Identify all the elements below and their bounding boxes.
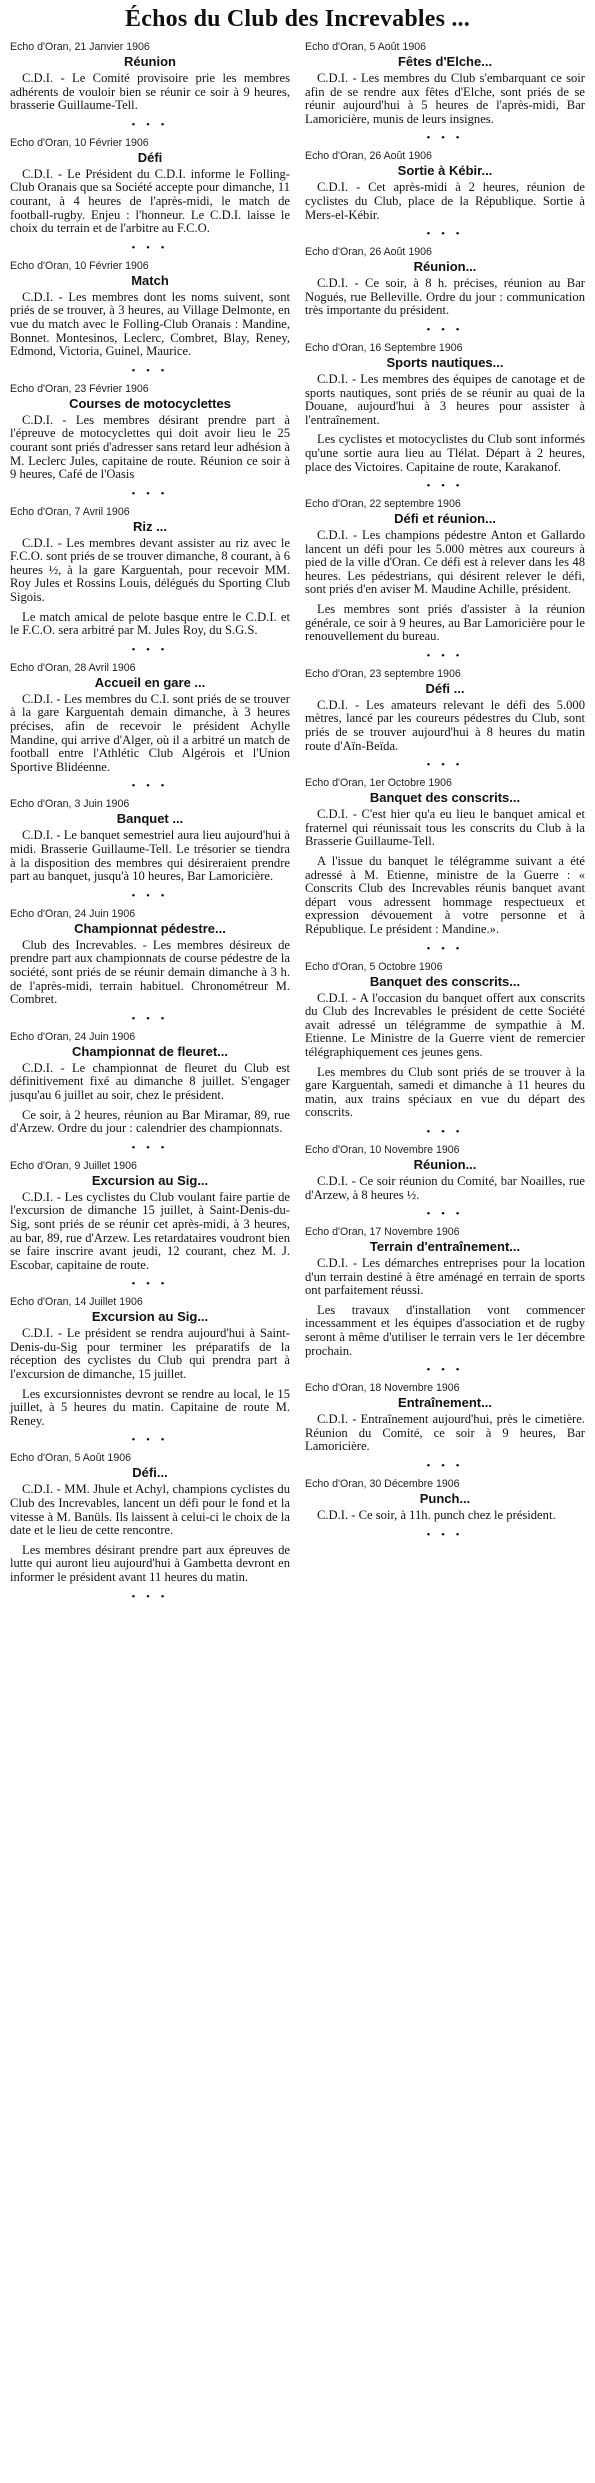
article-paragraph: C.D.I. - Cet après-midi à 2 heures, réunion de cyclistes du Club, place de la République. Sortie à Mers-el-Kébir.: [305, 180, 585, 222]
article-source: Echo d'Oran, 17 Novembre 1906: [305, 1226, 460, 1239]
article-heading: Sortie à Kébir...: [397, 163, 493, 179]
article-source: Echo d'Oran, 3 Juin 1906: [10, 798, 130, 811]
separator-stars: • • •: [426, 228, 464, 241]
article-source: Echo d'Oran, 10 Novembre 1906: [305, 1143, 460, 1156]
article-paragraph: Les cyclistes et motocyclistes du Club sont informés qu'une sortie aura lieu au Tlélat. Départ à 2 heures, place des Victoires. Capitaine de route, Karakanof.: [305, 432, 585, 474]
article-heading: Défi et réunion...: [394, 511, 496, 527]
article: [305, 1226, 585, 1376]
left-column: [10, 41, 290, 1609]
article-paragraph: C.D.I. - Le Président du C.D.I. informe le Folling-Club Oranais que sa Société accepte pour dimanche, 11 courant, à 4 heures de l'après-midi, le match de football-rugby. Enjeu : l'honneur. Le C.D.I. laisse le choix du terrain et de l'arbitre au F.C.O.: [10, 166, 290, 236]
article-heading: Réunion: [124, 54, 176, 69]
article: [305, 246, 585, 336]
article-paragraph: C.D.I. - Le banquet semestriel aura lieu aujourd'hui à midi. Brasserie Guillaume-Tell. Le trésorier se tiendra à la disposition des membres qui désireraient prendre part au banquet, jusqu'à 10 heures, Bar Lamoricière.: [10, 828, 290, 884]
article-paragraph: Le match amical de pelote basque entre le C.D.I. et le F.C.O. sera arbitré par M. Jules Roy, du S.G.S.: [10, 609, 290, 638]
article-heading: Réunion...: [413, 259, 477, 275]
article: [10, 1296, 290, 1446]
article: [10, 383, 290, 500]
article: [10, 662, 290, 793]
article-source: Echo d'Oran, 26 Août 1906: [305, 150, 432, 163]
separator-stars: • • •: [131, 1141, 169, 1154]
article-source: Echo d'Oran, 5 Août 1906: [305, 41, 426, 53]
separator-stars: • • •: [426, 1528, 464, 1541]
article-paragraph: C.D.I. - Les cyclistes du Club voulant faire partie de l'excursion de dimanche 15 juillet, à Saint-Denis-du-Sig, sont priés de se réunir cet après-midi, à 3 heures, au bar, 89, rue d'Arzew. Les retardataires voudront bien se faire inscrire avant jeudi, 12 courant, chez M. J. Escobar, capitaine de route.: [10, 1189, 290, 1272]
article-source: Echo d'Oran, 24 Juin 1906: [10, 907, 136, 920]
separator-stars: • • •: [131, 241, 169, 254]
article: [305, 498, 585, 662]
article-heading: Excursion au Sig...: [91, 1172, 209, 1188]
article-source: Echo d'Oran, 22 septembre 1906: [305, 498, 461, 511]
article-paragraph: A l'issue du banquet le télégramme suivant a été adressé à M. Etienne, ministre de la Guerre : « Conscrits Club des Increvables réunis banquet avant départ vous adressent hommage respectueux et expression dévouement à votre personne et à République. Le président : Mandine.».: [305, 854, 585, 936]
article-source: Echo d'Oran, 24 Juin 1906: [10, 1030, 136, 1043]
article-paragraph: C.D.I. - Les membres des équipes de canotage et de sports nautiques, sont priés de se réunir au quai de la Douane, aujourd'hui à 3 heures pour assister à l'entraînement.: [305, 371, 585, 427]
article-heading: Riz ...: [133, 518, 167, 534]
article: [305, 150, 585, 240]
article-paragraph: C.D.I. - A l'occasion du banquet offert aux conscrits du Club des Increvables le président de cette Société avait adressé un télégramme de sympathie à M. Etienne. Le Ministre de la Guerre vient de remercier télégraphiquement ces jeunes gens.: [305, 990, 585, 1059]
article-paragraph: C.D.I. - Les membres désirant prendre part à l'épreuve de motocyclettes qui doit avoir lieu le 25 courant sont priés d'adresser sans retard leur adhésion à M. Leclerc Jules, capitaine de route. Réunion ce soir à 9 heures, Café de l'Oasis: [10, 412, 290, 482]
separator-stars: • • •: [131, 1012, 169, 1025]
article-source: Echo d'Oran, 16 Septembre 1906: [305, 341, 463, 354]
separator-stars: • • •: [131, 1434, 169, 1447]
article-source: Echo d'Oran, 21 Janvier 1906: [10, 41, 150, 53]
separator-stars: • • •: [131, 889, 169, 902]
separator-stars: • • •: [131, 1590, 169, 1603]
article: [10, 1452, 290, 1602]
separator-stars: • • •: [426, 759, 464, 772]
article-source: Echo d'Oran, 5 Août 1906: [10, 1452, 131, 1465]
separator-stars: • • •: [131, 487, 169, 500]
article-heading: Défi: [137, 149, 163, 165]
article-heading: Défi ...: [425, 680, 465, 696]
article-paragraph: C.D.I. - Ce soir, à 8 h. précises, réunion au Bar Nogués, rue Belleville. Ordre du jour : communication très importante du président.: [305, 276, 585, 318]
article: [10, 908, 290, 1025]
article-heading: Terrain d'entraînement...: [369, 1239, 521, 1255]
article-paragraph: C.D.I. - Les membres du C.I. sont priés de se trouver à la gare Karguentah demain dimanche, à 3 heures précises, afin de recevoir le président Achylle Mandine, qui arrive d'Alger, où il a arbitré un match de football entre l'Athlétic Club Algérois et l'Union Sportive Blidéenne.: [10, 691, 290, 774]
separator-stars: • • •: [426, 323, 464, 336]
article-heading: Sports nautiques...: [386, 354, 504, 370]
article-paragraph: Les membres sont priés d'assister à la réunion générale, ce soir à 9 heures, au Bar Lamoricière pour le renouvellement du bureau.: [305, 602, 585, 644]
article: [305, 1478, 585, 1541]
article-source: Echo d'Oran, 18 Novembre 1906: [305, 1382, 460, 1395]
article-source: Echo d'Oran, 10 Février 1906: [10, 259, 149, 272]
article: [10, 506, 290, 656]
article-heading: Championnat pédestre...: [74, 920, 226, 936]
separator-stars: • • •: [426, 1460, 464, 1473]
article-paragraph: Les excursionnistes devront se rendre au local, le 15 juillet, à 5 heures du matin. Capitaine de route M. Reney.: [10, 1386, 290, 1428]
article: [305, 668, 585, 771]
article-heading: Excursion au Sig...: [91, 1309, 209, 1325]
separator-stars: • • •: [426, 942, 464, 955]
article-heading: Match: [131, 272, 169, 288]
article-source: Echo d'Oran, 9 Juillet 1906: [10, 1159, 137, 1172]
article-paragraph: C.D.I. - C'est hier qu'a eu lieu le banquet amical et fraternel qui réunissait tous les conscrits du Club à la Brasserie Guillaume-Tell.: [305, 807, 585, 849]
article-source: Echo d'Oran, 23 Février 1906: [10, 382, 149, 395]
article-paragraph: C.D.I. - Le Comité provisoire prie les membres adhérents de vouloir bien se réunir ce soir à 9 heures, brasserie Guillaume-Tell.: [10, 71, 290, 113]
separator-stars: • • •: [131, 643, 169, 656]
article: [10, 1160, 290, 1291]
article-heading: Championnat de fleuret...: [71, 1043, 228, 1059]
article-heading: Banquet des conscrits...: [369, 790, 521, 806]
article-paragraph: C.D.I. - Les membres devant assister au riz avec le F.C.O. sont priés de se trouver dimanche, 8 courant, à 6 heures ½, à la gare Karguentah, pour recevoir MM. Roy Jules et Rossins Louis, délégués du Sporting Club Sigois.: [10, 535, 290, 605]
separator-stars: • • •: [131, 1278, 169, 1291]
article: [10, 137, 290, 254]
article: [10, 41, 290, 131]
article-source: Echo d'Oran, 7 Avril 1906: [10, 505, 130, 518]
article-paragraph: Les travaux d'installation vont commencer incessamment et les équipes d'association et de rugby seront à même d'utiliser le terrain vers le 1er décembre prochain.: [305, 1302, 585, 1358]
separator-stars: • • •: [426, 649, 464, 662]
article-paragraph: Club des Increvables. - Les membres désireux de prendre part aux championnats de course pédestre de la société, sont priés de se réunir demain dimanche à 3 h. de l'après-midi, terrain habituel. Chronométreur M. Combret.: [10, 937, 290, 1007]
article-source: Echo d'Oran, 30 Décembre 1906: [305, 1478, 460, 1491]
columns: [10, 41, 585, 1609]
article: [10, 260, 290, 377]
article: [305, 1144, 585, 1220]
article-source: Echo d'Oran, 1er Octobre 1906: [305, 777, 452, 790]
page-title: Échos du Club des Increvables ...: [125, 6, 470, 32]
article-paragraph: C.D.I. - Les démarches entreprises pour la location d'un terrain destiné à être aménagé en terrain de sports ont parfaitement réussi.: [305, 1256, 585, 1298]
article-heading: Entraînement...: [398, 1395, 492, 1411]
article-source: Echo d'Oran, 14 Juillet 1906: [10, 1296, 143, 1309]
right-column: [305, 41, 585, 1609]
separator-stars: • • •: [426, 132, 464, 145]
article-paragraph: C.D.I. - Les membres du Club s'embarquant ce soir afin de se rendre aux fêtes d'Elche, sont priés de se réunir aujourd'hui à 5 heures de l'après-midi, Bar Lamoricière, munis de leurs insignes.: [305, 71, 585, 126]
article-paragraph: C.D.I. - Les amateurs relevant le défi des 5.000 mètres, lancé par les coureurs pédestres du Club, sont priés de se trouver aujourd'hui à 8 heures du matin route d'Aïn-Beïda.: [305, 697, 585, 753]
separator-stars: • • •: [426, 480, 464, 493]
separator-stars: • • •: [426, 1125, 464, 1138]
separator-stars: • • •: [131, 118, 169, 131]
article-heading: Défi...: [132, 1465, 168, 1481]
article-source: Echo d'Oran, 10 Février 1906: [10, 136, 149, 149]
article: [10, 798, 290, 901]
article-source: Echo d'Oran, 26 Août 1906: [305, 246, 432, 259]
article-source: Echo d'Oran, 23 septembre 1906: [305, 667, 461, 680]
article-paragraph: C.D.I. - Le championnat de fleuret du Club est définitivement fixé au dimanche 8 juillet. S'engager jusqu'au 6 juillet au soir, chez le président.: [10, 1060, 290, 1102]
article-paragraph: Ce soir, à 2 heures, réunion au Bar Miramar, 89, rue d'Arzew. Ordre du jour : calendrier des championnats.: [10, 1107, 290, 1136]
article: [305, 41, 585, 144]
article-paragraph: Les membres du Club sont priés de se trouver à la gare Karguentah, samedi et dimanche à 11 heures du matin, aux trains spéciaux en vue du départ des conscrits.: [305, 1064, 585, 1120]
article: [305, 961, 585, 1138]
separator-stars: • • •: [426, 1364, 464, 1377]
article: [305, 777, 585, 954]
separator-stars: • • •: [131, 364, 169, 377]
article-source: Echo d'Oran, 28 Avril 1906: [10, 661, 136, 674]
article-source: Echo d'Oran, 5 Octobre 1906: [305, 960, 443, 973]
article-heading: Banquet ...: [116, 811, 184, 827]
article-paragraph: C.D.I. - Entraînement aujourd'hui, près le cimetière. Réunion du Comité, ce soir à 9 heures, Bar Lamoricière.: [305, 1412, 585, 1454]
article-heading: Banquet des conscrits...: [369, 973, 521, 989]
article-paragraph: C.D.I. - Les membres dont les noms suivent, sont priés de se trouver, à 3 heures, au Village Delmonte, en vue du match avec le Folling-Club Oranais : Mandine, Bonnet. Montesinos, Leclerc, Combret, Blay, Reney, Edmond, Victoria, Guinel, Maurice.: [10, 289, 290, 359]
separator-stars: • • •: [131, 780, 169, 793]
article-paragraph: C.D.I. - Le président se rendra aujourd'hui à Saint-Denis-du-Sig pour terminer les préparatifs de la réception des cyclistes du Club qui prendra part à l'excursion de dimanche, 15 juillet.: [10, 1326, 290, 1382]
article: [305, 342, 585, 492]
article-heading: Courses de motocyclettes: [69, 395, 231, 411]
article: [305, 1382, 585, 1472]
article-heading: Punch...: [419, 1491, 471, 1507]
article-paragraph: C.D.I. - Les champions pédestre Anton et Gallardo lancent un défi pour les 5.000 mètres aux coureurs à pied de la ville d'Oran. Ce défi est à relever dans les 48 heures. Les pédestrians, qui désirent relever le défi, sont priés d'en aviser M. Maudine Achille, président.: [305, 528, 585, 597]
article-heading: Réunion...: [413, 1156, 477, 1172]
article-paragraph: C.D.I. - Ce soir, à 11h. punch chez le président.: [317, 1508, 556, 1523]
separator-stars: • • •: [426, 1208, 464, 1221]
article-paragraph: Les membres désirant prendre part aux épreuves de lutte qui auront lieu aujourd'hui à Gambetta devront en informer le président avant 11 heures du matin.: [10, 1542, 290, 1584]
article: [10, 1031, 290, 1154]
article-heading: Accueil en gare ...: [94, 674, 206, 690]
article-paragraph: C.D.I. - Ce soir réunion du Comité, bar Noailles, rue d'Arzew, à 8 heures ½.: [305, 1173, 585, 1202]
article-paragraph: C.D.I. - MM. Jhule et Achyl, champions cyclistes du Club des Increvables, lancent un défi pour le fond et la vitesse à M. Banüls. Ils laissent à celui-ci le choix de la date et le lieu de cette rencontre.: [10, 1482, 290, 1538]
article-heading: Fêtes d'Elche...: [397, 54, 493, 69]
